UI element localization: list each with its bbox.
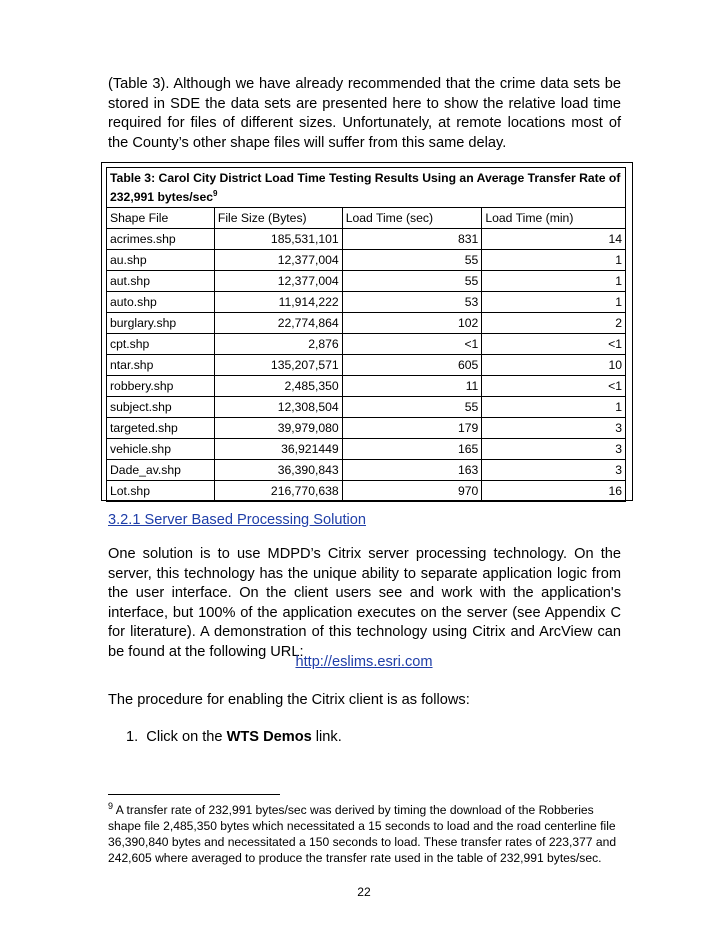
- cell-load-time-sec: 53: [342, 292, 482, 313]
- cell-load-time-min: 1: [482, 397, 626, 418]
- cell-load-time-sec: 970: [342, 481, 482, 502]
- cell-file-size: 12,377,004: [214, 271, 342, 292]
- footnote: [108, 798, 623, 866]
- cell-shape-file: Lot.shp: [107, 481, 215, 502]
- cell-load-time-sec: 165: [342, 439, 482, 460]
- cell-shape-file: auto.shp: [107, 292, 215, 313]
- cell-load-time-min: 3: [482, 418, 626, 439]
- header-load-time-sec: Load Time (sec): [342, 208, 482, 229]
- table-caption: [107, 168, 626, 208]
- section-heading[interactable]: 3.2.1 Server Based Processing Solution: [108, 512, 366, 528]
- cell-file-size: 2,485,350: [214, 376, 342, 397]
- cell-load-time-min: 1: [482, 250, 626, 271]
- table-row: [107, 460, 626, 481]
- cell-load-time-sec: 55: [342, 250, 482, 271]
- cell-file-size: 39,979,080: [214, 418, 342, 439]
- cell-load-time-sec: 605: [342, 355, 482, 376]
- table-row: [107, 376, 626, 397]
- table-row: [107, 481, 626, 502]
- cell-load-time-sec: 179: [342, 418, 482, 439]
- cell-load-time-min: <1: [482, 334, 626, 355]
- footnote-divider: [108, 794, 280, 795]
- cell-load-time-sec: 55: [342, 271, 482, 292]
- footnote-text: A transfer rate of 232,991 bytes/sec was derived by timing the download of the Robberies shape file 2,485,350 bytes which necessitated a 15 seconds to load and the road centerline file 36,390,840 bytes and necessitated a 150 seconds to load. These transfer rates of 223,377 and 242,605 where averaged to produce the transfer rate used in the table of 232,991 bytes/sec.: [108, 803, 617, 866]
- cell-file-size: 11,914,222: [214, 292, 342, 313]
- cell-file-size: 36,390,843: [214, 460, 342, 481]
- cell-shape-file: Dade_av.shp: [107, 460, 215, 481]
- cell-file-size: 12,308,504: [214, 397, 342, 418]
- cell-load-time-min: 1: [482, 271, 626, 292]
- cell-load-time-min: 14: [482, 229, 626, 250]
- cell-shape-file: subject.shp: [107, 397, 215, 418]
- cell-load-time-min: 10: [482, 355, 626, 376]
- table-caption-text: Table 3: Carol City District Load Time Testing Results Using an Average Transfer Rate of 232,991 bytes/sec: [110, 171, 621, 205]
- cell-load-time-min: 2: [482, 313, 626, 334]
- table-row: [107, 292, 626, 313]
- table-row: [107, 334, 626, 355]
- cell-load-time-min: 1: [482, 292, 626, 313]
- solution-paragraph: One solution is to use MDPD’s Citrix server processing technology. On the server, this technology has the unique ability to separate application logic from the user interface. On the client users see and work with the application's interface, but 100% of the application executes on the server (see Appendix C for literature). A demonstration of this technology using Citrix and ArcView can be found at the following URL:: [108, 546, 621, 660]
- cell-load-time-sec: 163: [342, 460, 482, 481]
- cell-file-size: 135,207,571: [214, 355, 342, 376]
- table-row: [107, 355, 626, 376]
- cell-shape-file: vehicle.shp: [107, 439, 215, 460]
- table-row: [107, 313, 626, 334]
- cell-shape-file: targeted.shp: [107, 418, 215, 439]
- cell-load-time-min: 3: [482, 460, 626, 481]
- cell-load-time-min: 16: [482, 481, 626, 502]
- cell-file-size: 36,921449: [214, 439, 342, 460]
- cell-file-size: 185,531,101: [214, 229, 342, 250]
- table-row: [107, 397, 626, 418]
- step-1: [126, 729, 342, 745]
- page-number: 22: [357, 885, 371, 899]
- cell-load-time-sec: 55: [342, 397, 482, 418]
- cell-shape-file: cpt.shp: [107, 334, 215, 355]
- footnote-ref: 9: [213, 189, 218, 198]
- cell-file-size: 12,377,004: [214, 250, 342, 271]
- cell-load-time-min: <1: [482, 376, 626, 397]
- header-shape-file: Shape File: [107, 208, 215, 229]
- cell-load-time-sec: 11: [342, 376, 482, 397]
- cell-shape-file: aut.shp: [107, 271, 215, 292]
- table-header-row: [107, 208, 626, 229]
- footnote-mark: 9: [108, 801, 114, 811]
- demo-url-link[interactable]: http://eslims.esri.com: [295, 654, 433, 670]
- procedure-intro: The procedure for enabling the Citrix client is as follows:: [108, 692, 470, 708]
- step-suffix: link.: [315, 729, 342, 745]
- cell-load-time-sec: 102: [342, 313, 482, 334]
- step-number: 1.: [126, 729, 139, 745]
- intro-paragraph: (Table 3). Although we have already recommended that the crime data sets be stored in SDE the data sets are presented here to show the relative load time required for files of different sizes. Unfortunately, at remote locations most of the County’s other shape files will suffer from this same delay.: [108, 76, 621, 151]
- table-row: [107, 439, 626, 460]
- table-row: [107, 250, 626, 271]
- cell-file-size: 2,876: [214, 334, 342, 355]
- cell-shape-file: robbery.shp: [107, 376, 215, 397]
- header-file-size: File Size (Bytes): [214, 208, 342, 229]
- cell-load-time-min: 3: [482, 439, 626, 460]
- cell-shape-file: burglary.shp: [107, 313, 215, 334]
- cell-shape-file: acrimes.shp: [107, 229, 215, 250]
- cell-load-time-sec: <1: [342, 334, 482, 355]
- cell-file-size: 216,770,638: [214, 481, 342, 502]
- cell-load-time-sec: 831: [342, 229, 482, 250]
- table-row: [107, 229, 626, 250]
- cell-shape-file: au.shp: [107, 250, 215, 271]
- cell-shape-file: ntar.shp: [107, 355, 215, 376]
- table-row: [107, 418, 626, 439]
- table-row: [107, 271, 626, 292]
- cell-file-size: 22,774,864: [214, 313, 342, 334]
- step-prefix: Click on the: [146, 729, 223, 745]
- step-bold-text: WTS Demos: [226, 729, 312, 745]
- load-time-table: [106, 167, 626, 502]
- header-load-time-min: Load Time (min): [482, 208, 626, 229]
